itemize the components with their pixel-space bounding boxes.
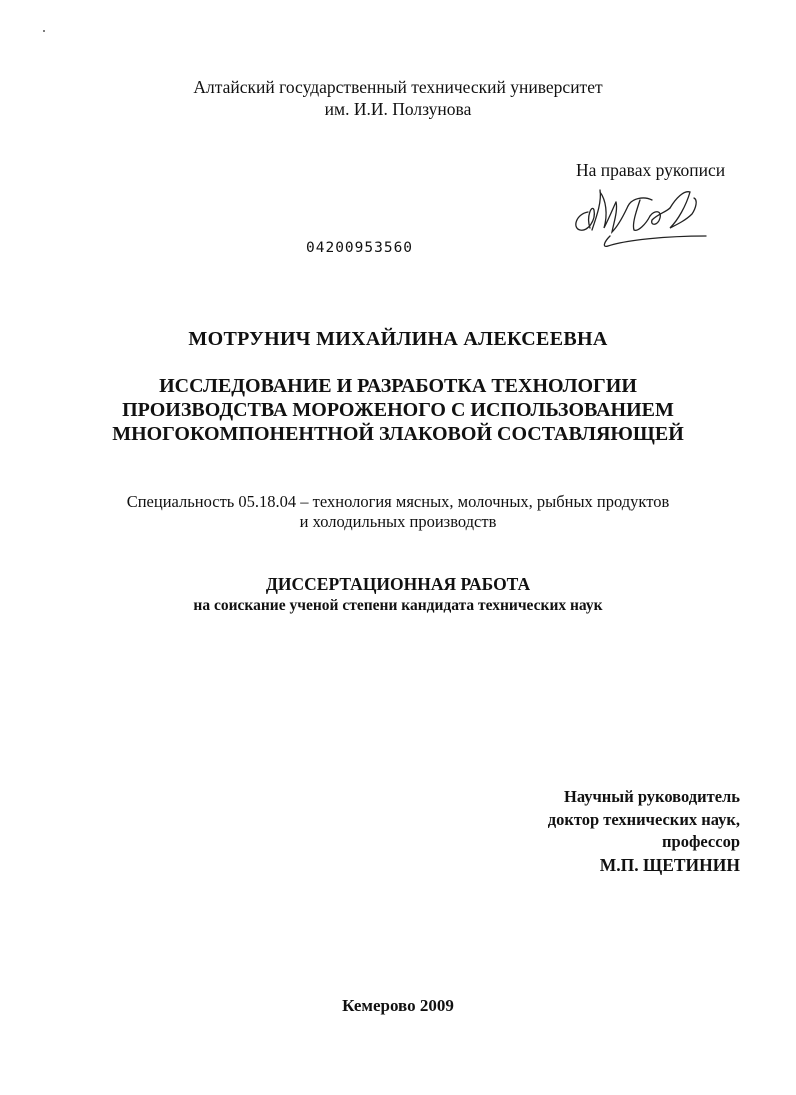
specialty [0,492,796,532]
university-named-after: им. И.И. Ползунова [324,99,472,119]
document-number: 04200953560 [306,240,414,256]
supervisor-name: М.П. ЩЕТИНИН [599,854,740,875]
title-line: ИССЛЕДОВАНИЕ И РАЗРАБОТКА ТЕХНОЛОГИИ [159,375,637,397]
specialty-line: Специальность 05.18.04 – технология мясных, молочных, рыбных продуктов [126,492,670,511]
supervisor-title: профессор [662,832,740,851]
work-type: ДИССЕРТАЦИОННАЯ РАБОТА [265,574,531,594]
supervisor-block [548,786,740,876]
title-line: ПРОИЗВОДСТВА МОРОЖЕНОГО С ИСПОЛЬЗОВАНИЕМ [122,399,674,421]
specialty-line: и холодильных производств [299,512,497,531]
scan-dot [43,30,45,32]
supervisor-degree: доктор технических наук, [547,809,740,829]
supervisor-role: Научный руководитель [564,787,740,806]
title-line: МНОГОКОМПОНЕНТНОЙ ЗЛАКОВОЙ СОСТАВЛЯЮЩЕЙ [112,423,684,445]
signature-image [566,180,726,260]
degree-purpose: на соискание ученой степени кандидата технических наук [193,597,603,614]
city-year: Кемерово 2009 [342,996,454,1015]
manuscript-note: На правах рукописи [576,160,726,180]
university-name: Алтайский государственный технический университет [193,77,603,97]
author-name: МОТРУНИЧ МИХАЙЛИНА АЛЕКСЕЕВНА [188,328,608,350]
dissertation-title [0,374,796,446]
university-header [0,76,796,120]
